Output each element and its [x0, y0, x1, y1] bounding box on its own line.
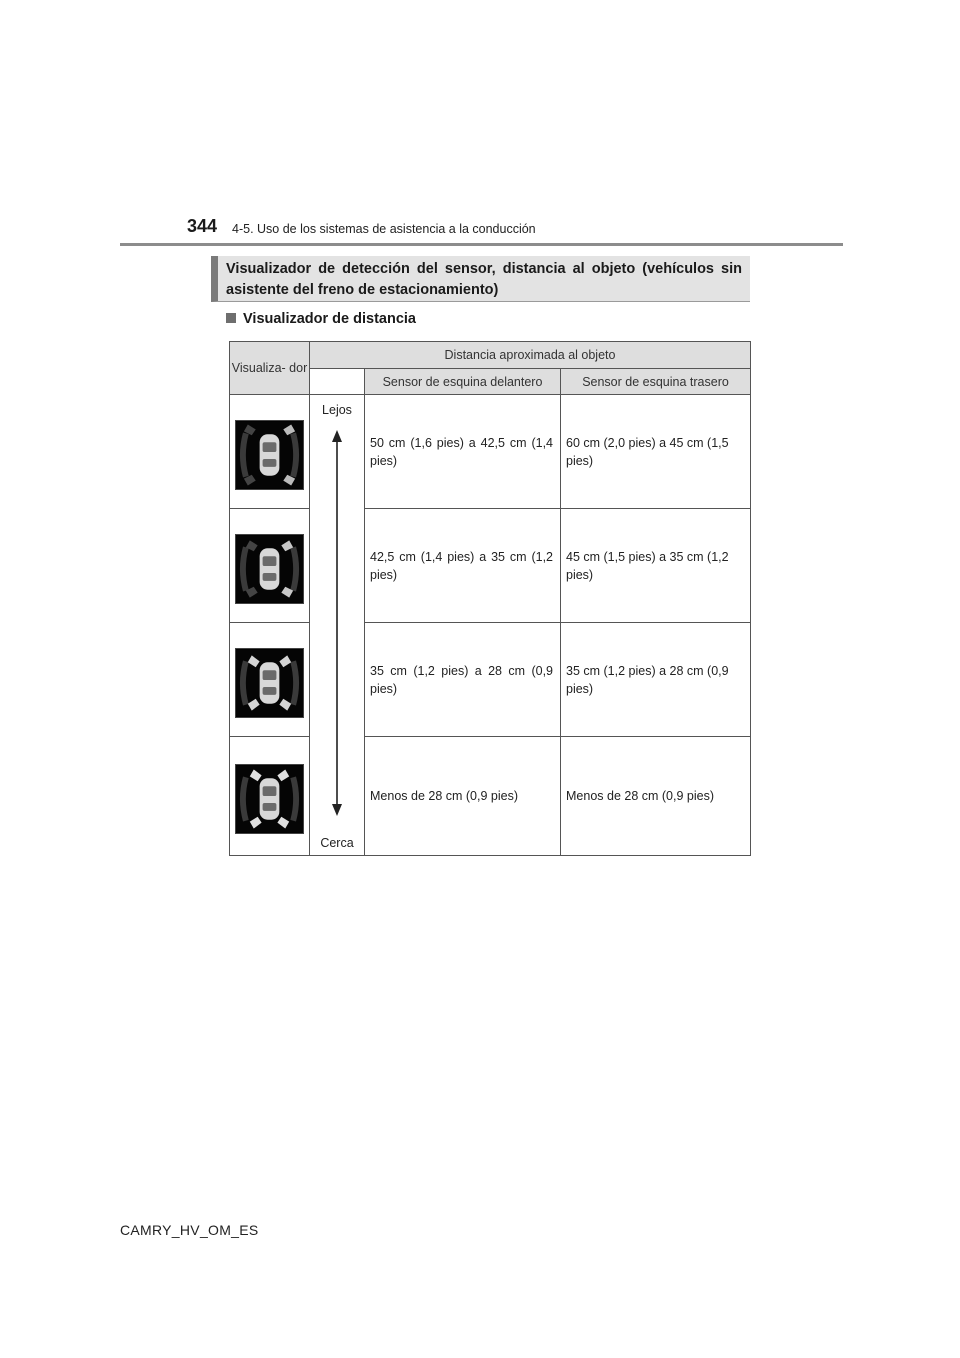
table-row-1-front: 50 cm (1,6 pies) a 42,5 cm (1,4 pies)	[364, 394, 561, 509]
table-row-3-rear: 35 cm (1,2 pies) a 28 cm (0,9 pies)	[560, 622, 751, 737]
far-label: Lejos	[322, 403, 352, 417]
header-divider	[120, 243, 843, 246]
distance-scale	[309, 394, 365, 856]
table-row-2-display	[229, 508, 310, 623]
sensor-display-image	[235, 420, 304, 490]
table-row-2-rear: 45 cm (1,5 pies) a 35 cm (1,2 pies)	[560, 508, 751, 623]
sensor-display-image	[235, 764, 304, 834]
table-row-4-rear: Menos de 28 cm (0,9 pies)	[560, 736, 751, 856]
header-distance: Distancia aproximada al objeto	[309, 341, 751, 369]
header-rear-sensor: Sensor de esquina trasero	[560, 368, 751, 395]
near-label: Cerca	[320, 836, 354, 850]
sensor-display-image	[235, 534, 304, 604]
subheading	[226, 311, 416, 327]
document-code: CAMRY_HV_OM_ES	[120, 1222, 259, 1238]
distance-table	[229, 341, 751, 856]
table-row-4-display	[229, 736, 310, 856]
table-row-1-display	[229, 394, 310, 509]
table-row-2-front: 42,5 cm (1,4 pies) a 35 cm (1,2 pies)	[364, 508, 561, 623]
section-title-box: Visualizador de detección del sensor, distancia al objeto (vehículos sin asistente del freno de estacionamiento)	[211, 256, 750, 302]
double-arrow-icon	[326, 430, 348, 816]
section-title: 4-5. Uso de los sistemas de asistencia a la conducción	[232, 222, 536, 236]
table-row-3-front: 35 cm (1,2 pies) a 28 cm (0,9 pies)	[364, 622, 561, 737]
table-row-1-rear: 60 cm (2,0 pies) a 45 cm (1,5 pies)	[560, 394, 751, 509]
page-number: 344	[187, 216, 218, 236]
header-front-sensor: Sensor de esquina delantero	[364, 368, 561, 395]
sensor-display-image	[235, 648, 304, 718]
subheading-text: Visualizador de distancia	[243, 311, 416, 327]
table-row-3-display	[229, 622, 310, 737]
header-display: Visualiza- dor	[229, 341, 310, 395]
table-row-4-front: Menos de 28 cm (0,9 pies)	[364, 736, 561, 856]
square-bullet-icon	[226, 313, 236, 323]
